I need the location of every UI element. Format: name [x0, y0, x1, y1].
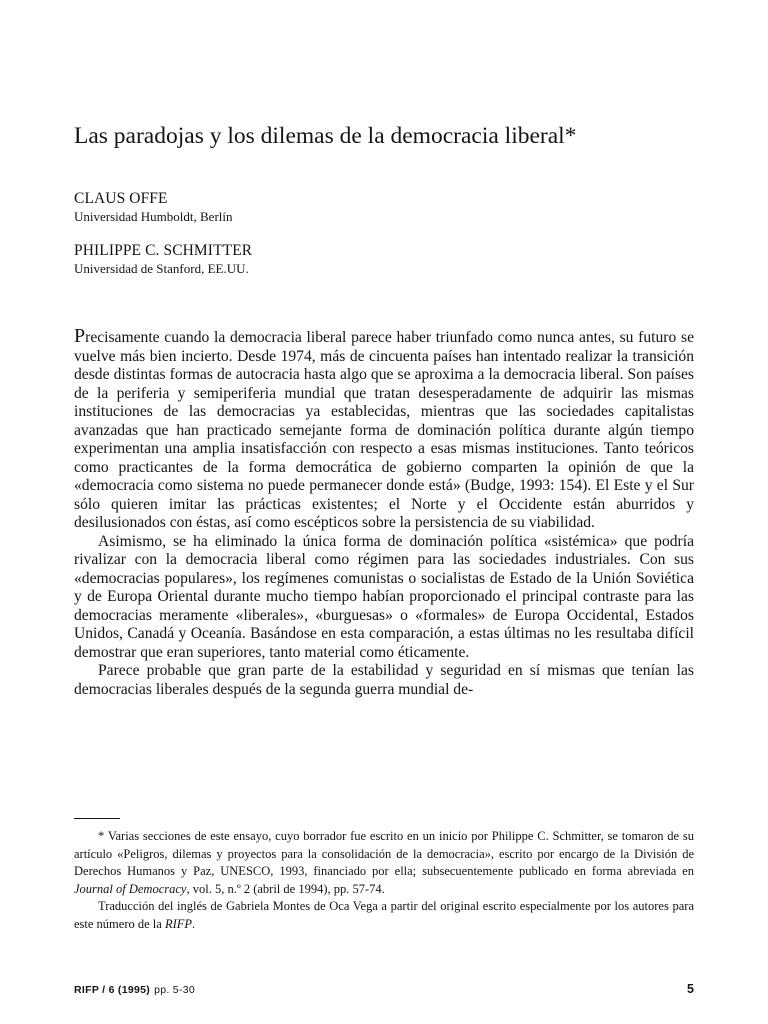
page-range: pp. 5-30	[154, 984, 196, 996]
paragraph-1	[74, 327, 694, 533]
journal-citation	[74, 984, 195, 996]
author-name: CLAUS OFFE	[74, 190, 168, 207]
author-name: PHILIPPE C. SCHMITTER	[74, 242, 253, 259]
body-text	[74, 327, 694, 699]
footnote-1	[74, 828, 694, 898]
article-title: Las paradojas y los dilemas de la democracia liberal*	[74, 123, 577, 149]
footnote-2-text-end: .	[192, 916, 196, 931]
paragraph-2: Asimismo, se ha eliminado la única forma de dominación política «sistémica» que podría rivalizar con la democracia liberal como régimen para las sociedades industriales. Con sus «democracias populares», los regímenes comunistas o socialistas de Estado de la Unión Soviética y de Europa Oriental durante mucho tiempo habían proporcionado el principal contraste para las democracias meramente «liberales», «burguesas» o «formales» de Europa Occidental, Estados Unidos, Canadá y Oceanía. Basándose en esta comparación, a estas últimas no les resultaba difícil demostrar que eran superiores, tanto material como éticamente.	[74, 532, 694, 661]
footnotes	[74, 828, 694, 933]
footnote-2-journal: RIFP	[164, 916, 193, 931]
author-block-2	[74, 241, 252, 277]
footnote-1-journal: Journal of Democracy	[74, 881, 187, 896]
author-affiliation: Universidad Humboldt, Berlín	[74, 209, 233, 224]
author-block-1	[74, 189, 233, 225]
page-number: 5	[687, 982, 694, 996]
footnote-2	[74, 898, 694, 933]
citation: RIFP / 6 (1995)	[74, 984, 151, 996]
author-affiliation: Universidad de Stanford, EE.UU.	[74, 261, 249, 276]
initial-letter: P	[74, 325, 86, 347]
footnote-divider	[74, 818, 120, 819]
paragraph-1-text: recisamente cuando la democracia liberal parece haber triunfado como nunca antes, su futuro se vuelve más bien incierto. Desde 1974, más de cincuenta países han intentado realizar la transición desde distintas formas de autocracia hasta algo que se aproxima a la democracia liberal. Son países de la periferia y semiperiferia mundial que tratan desesperadamente de adquirir las mismas instituciones de las democracias ya establecidas, mientras que las sociedades capitalistas avanzadas que han practicado semejante forma de dominación política durante algún tiempo experimentan una amplia insatisfacción con respecto a esas mismas instituciones. Tanto teóricos como practicantes de la forma democrática de gobierno comparten la opinión de que la «democracia como sistema no puede permanecer donde está» (Budge, 1993: 154). El Este y el Sur sólo quieren imitar las prácticas existentes; el Norte y el Occidente están aburridos y desilusionados con éstas, así como escépticos sobre la persistencia de su viabilidad.	[74, 329, 694, 531]
paragraph-3: Parece probable que gran parte de la estabilidad y seguridad en sí mismas que tenían las democracias liberales después de la segunda guerra mundial de-	[74, 662, 694, 698]
footnote-2-text: Traducción del inglés de Gabriela Montes de Oca Vega a partir del original escrito especialmente por los autores para este número de la	[74, 899, 694, 931]
footnote-1-text-end: , vol. 5, n.º 2 (abril de 1994), pp. 57-74.	[186, 881, 385, 896]
footnote-1-text: * Varias secciones de este ensayo, cuyo borrador fue escrito en un inicio por Philippe C. Schmitter, se tomaron de su artículo «Peligros, dilemas y proyectos para la consolidación de la democracia», escrito por encargo de la División de Derechos Humanos y Paz, UNESCO, 1993, financiado por ella; subsecuentemente publicado en forma abreviada en	[74, 829, 694, 878]
